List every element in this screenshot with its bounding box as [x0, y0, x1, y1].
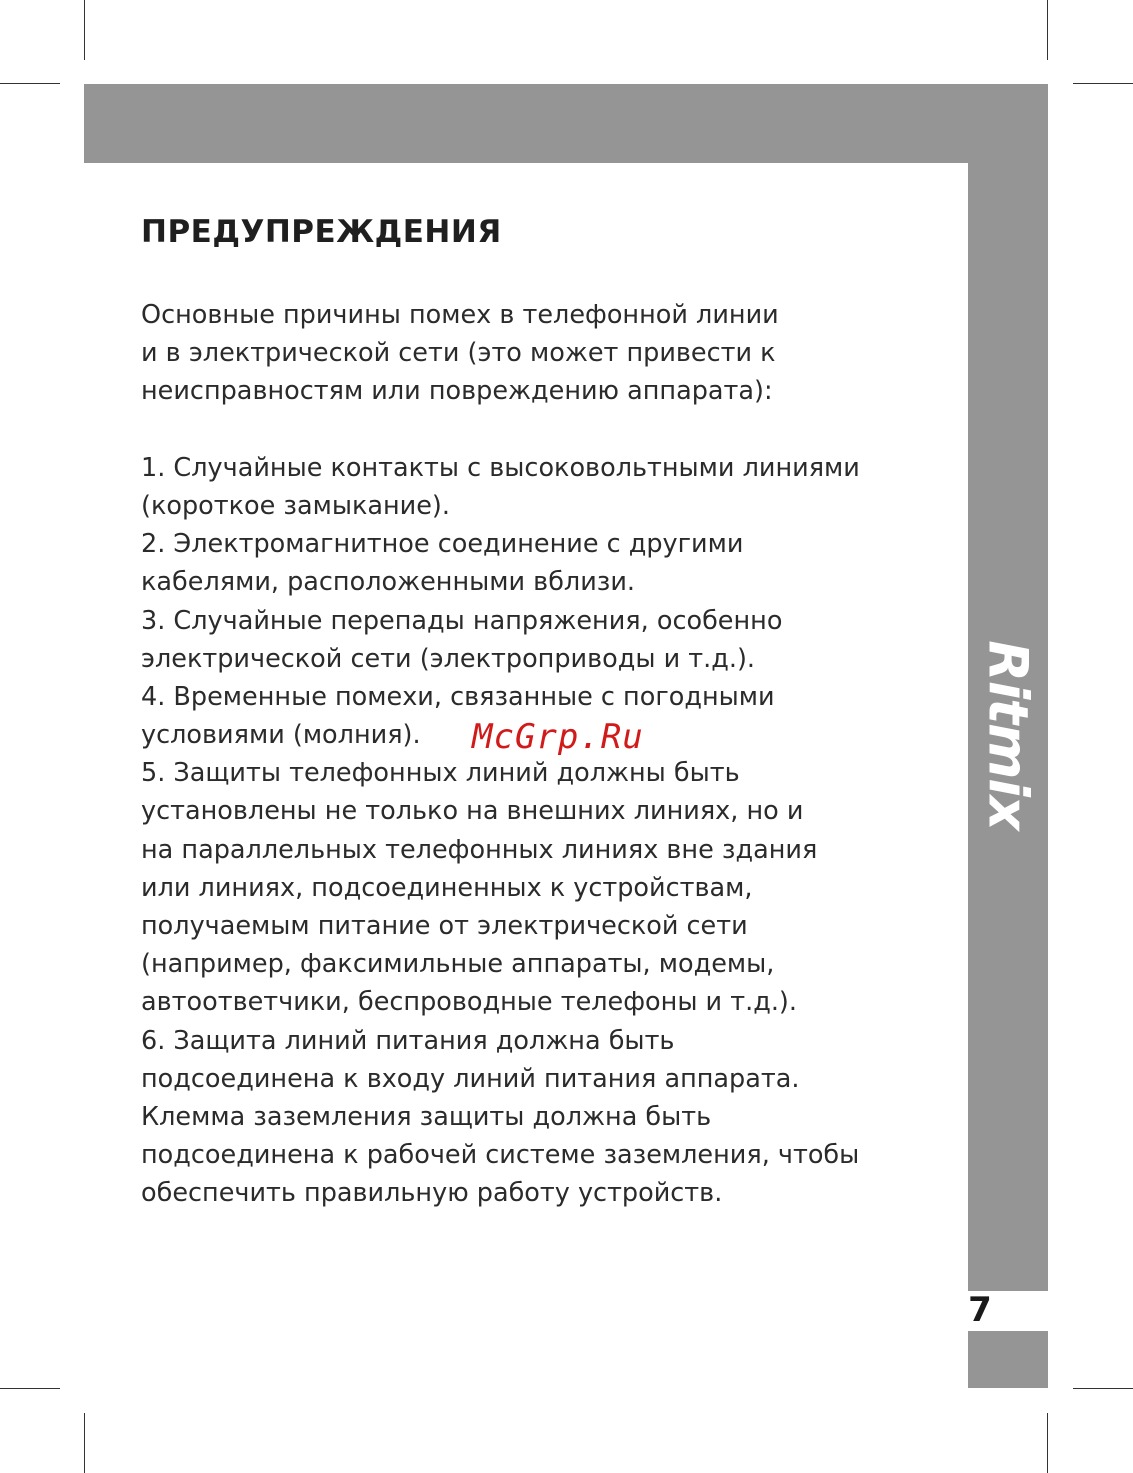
- list-line: подсоединена к рабочей системе заземления, чтобы: [141, 1140, 860, 1171]
- list-line: обеспечить правильную работу устройств.: [141, 1178, 723, 1209]
- list-line: подсоединена к входу линий питания аппарата.: [141, 1063, 800, 1094]
- list-line: 6. Защита линий питания должна быть: [141, 1025, 675, 1056]
- crop-mark: [1073, 83, 1133, 84]
- list-line: кабелями, расположенными вблизи.: [141, 567, 636, 598]
- intro-line: неисправностям или повреждению аппарата):: [141, 376, 773, 407]
- crop-mark: [84, 0, 85, 60]
- list-line: автоответчики, беспроводные телефоны и т.д.).: [141, 987, 797, 1018]
- list-line: 1. Случайные контакты с высоковольтными линиями: [141, 452, 860, 483]
- list-line: на параллельных телефонных линиях вне здания: [141, 834, 818, 865]
- list-line: 5. Защиты телефонных линий должны быть: [141, 758, 740, 789]
- list-line: (например, факсимильные аппараты, модемы,: [141, 949, 775, 980]
- list-line: условиями (молния).: [141, 720, 421, 751]
- list-line: 2. Электромагнитное соединение с другими: [141, 529, 744, 560]
- crop-mark: [1047, 1413, 1048, 1473]
- crop-mark: [0, 1388, 60, 1389]
- brand-logo: Ritmix: [976, 640, 1040, 830]
- intro-line: и в электрической сети (это может привести к: [141, 338, 776, 369]
- list-line: Клемма заземления защиты должна быть: [141, 1101, 712, 1132]
- crop-mark: [0, 83, 60, 84]
- crop-mark: [84, 1413, 85, 1473]
- list-line: (короткое замыкание).: [141, 490, 450, 521]
- page-title: ПРЕДУПРЕЖДЕНИЯ: [141, 214, 502, 250]
- crop-mark: [1047, 0, 1048, 60]
- list-line: 4. Временные помехи, связанные с погодными: [141, 681, 775, 712]
- list-line: или линиях, подсоединенных к устройствам,: [141, 872, 753, 903]
- crop-mark: [1073, 1388, 1133, 1389]
- intro-line: Основные причины помех в телефонной линии: [141, 300, 779, 330]
- page-number: 7: [968, 1290, 992, 1330]
- list-line: электрической сети (электроприводы и т.д.).: [141, 643, 756, 674]
- header-band: [84, 84, 1048, 163]
- side-band-bottom: [968, 1331, 1048, 1388]
- list-line: получаемым питание от электрической сети: [141, 911, 748, 941]
- list-line: 3. Случайные перепады напряжения, особенно: [141, 605, 783, 636]
- watermark-link[interactable]: McGrp.Ru: [472, 717, 644, 757]
- paragraph-gap: [141, 411, 941, 449]
- list-line: установлены не только на внешних линиях, но и: [141, 796, 804, 827]
